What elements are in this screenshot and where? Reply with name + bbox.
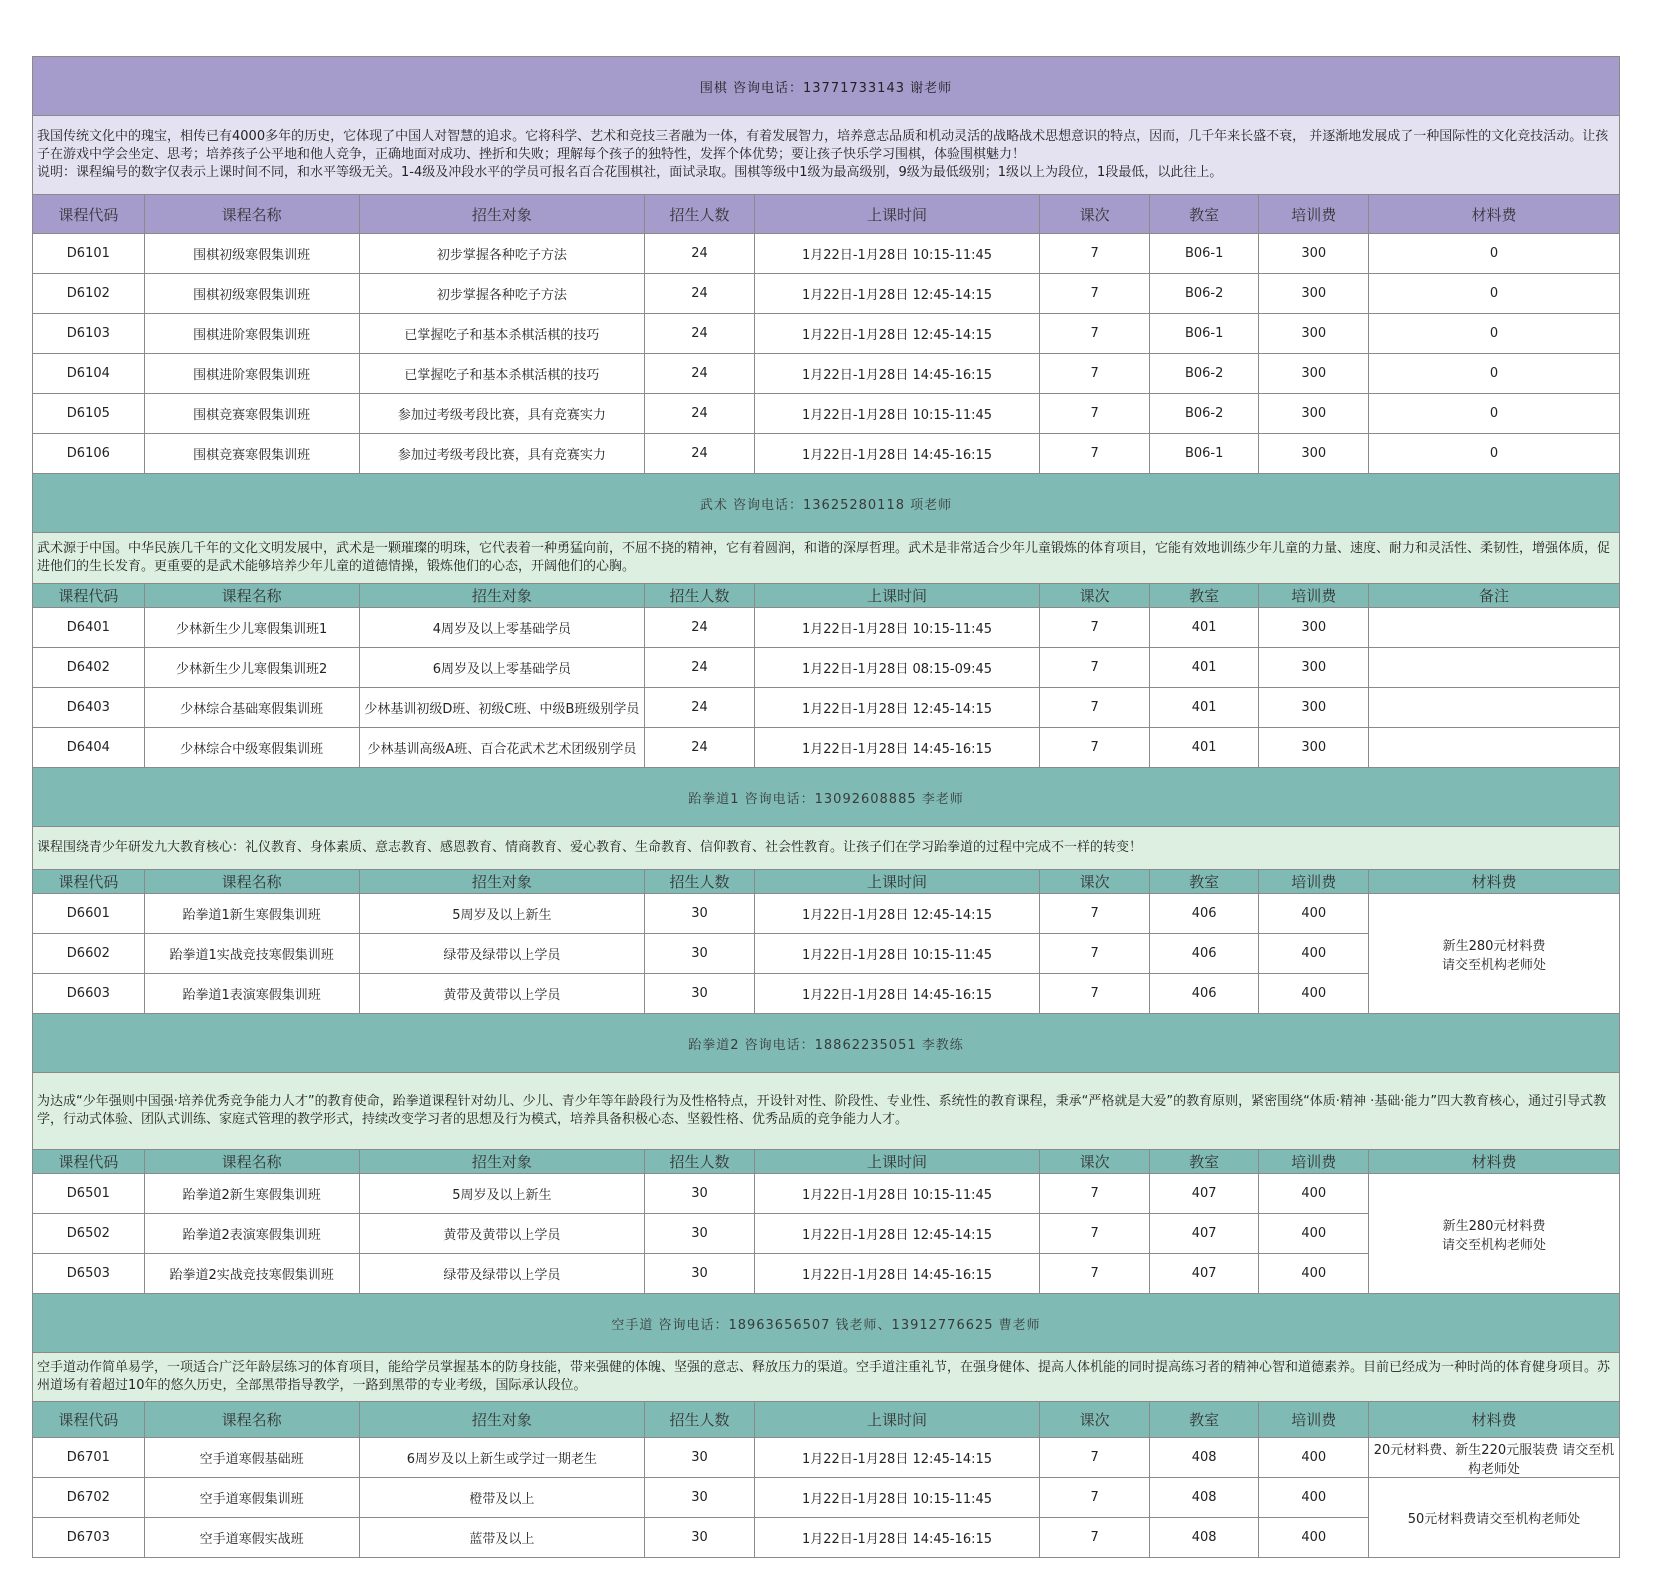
course-cell: 406: [1149, 934, 1259, 974]
course-cell: 1月22日-1月28日 10:15-11:45: [754, 394, 1040, 434]
section-title: 跆拳道1 咨询电话：13092608885 李老师: [33, 768, 1620, 827]
course-cell: 30: [645, 894, 755, 934]
column-header: 课程名称: [144, 1402, 359, 1438]
section-description: [33, 533, 1620, 584]
course-row: [33, 728, 1620, 768]
course-cell: 围棋竞赛寒假集训班: [144, 394, 359, 434]
course-cell: 0: [1369, 434, 1620, 474]
header-row: [33, 1150, 1620, 1174]
course-row: [33, 894, 1620, 934]
course-cell: 围棋进阶寒假集训班: [144, 314, 359, 354]
column-header: 招生对象: [359, 195, 645, 234]
course-cell: 围棋初级寒假集训班: [144, 234, 359, 274]
course-row: [33, 1174, 1620, 1214]
column-header: 教室: [1149, 1402, 1259, 1438]
section-desc-row: [33, 1073, 1620, 1150]
column-header: 课次: [1040, 584, 1150, 608]
course-cell: 1月22日-1月28日 12:45-14:15: [754, 1438, 1040, 1478]
course-cell: 初步掌握各种吃子方法: [359, 234, 645, 274]
course-cell: 1月22日-1月28日 14:45-16:15: [754, 728, 1040, 768]
course-cell: 400: [1259, 1174, 1369, 1214]
course-cell: 24: [645, 394, 755, 434]
course-cell: D6701: [33, 1438, 145, 1478]
course-cell: 少林综合中级寒假集训班: [144, 728, 359, 768]
column-header: 课程代码: [33, 870, 145, 894]
column-header: 课次: [1040, 870, 1150, 894]
course-cell: 401: [1149, 608, 1259, 648]
course-cell: 401: [1149, 728, 1259, 768]
course-cell: 24: [645, 274, 755, 314]
course-cell: 绿带及绿带以上学员: [359, 1254, 645, 1294]
section-desc-row: [33, 116, 1620, 195]
course-cell: 300: [1259, 314, 1369, 354]
column-header: 教室: [1149, 195, 1259, 234]
course-cell: 跆拳道1表演寒假集训班: [144, 974, 359, 1014]
course-cell: D6104: [33, 354, 145, 394]
course-cell: 1月22日-1月28日 10:15-11:45: [754, 1478, 1040, 1518]
course-cell: 跆拳道1实战竞技寒假集训班: [144, 934, 359, 974]
material-fee-note: 50元材料费请交至机构老师处: [1369, 1478, 1620, 1558]
course-cell: 围棋初级寒假集训班: [144, 274, 359, 314]
course-cell: 1月22日-1月28日 12:45-14:15: [754, 688, 1040, 728]
header-row: [33, 584, 1620, 608]
section-title: 空手道 咨询电话：18963656507 钱老师、13912776625 曹老师: [33, 1294, 1620, 1353]
course-cell: 5周岁及以上新生: [359, 894, 645, 934]
course-cell: 300: [1259, 354, 1369, 394]
course-cell: 少林新生少儿寒假集训班2: [144, 648, 359, 688]
course-cell: 7: [1040, 974, 1150, 1014]
course-cell: B06-1: [1149, 234, 1259, 274]
course-cell: 1月22日-1月28日 14:45-16:15: [754, 1254, 1040, 1294]
course-cell: 7: [1040, 274, 1150, 314]
course-cell: 24: [645, 234, 755, 274]
course-cell: 少林新生少儿寒假集训班1: [144, 608, 359, 648]
course-cell: 7: [1040, 434, 1150, 474]
course-row: [33, 688, 1620, 728]
course-cell: D6501: [33, 1174, 145, 1214]
course-cell: 24: [645, 688, 755, 728]
column-header: 培训费: [1259, 1150, 1369, 1174]
course-cell: 跆拳道1新生寒假集训班: [144, 894, 359, 934]
description-text: 为达成“少年强则中国强·培养优秀竞争能力人才”的教育使命，跆拳道课程针对幼儿、少儿、青少年等年龄段行为及性格特点，开设针对性、阶段性、专业性、系统性的教育课程，秉承“严格就是大爱”的教育原则，紧密围绕“体质·精神 ·基础·能力”四大教育核心，通过引导式教学，行动式体验、团队式训练、家庭式管理的教学形式，持续改变学习者的思想及行为模式，培养具备积极心态、坚毅性格、优秀品质的竞争能力人才。: [37, 1094, 1607, 1127]
course-cell: 24: [645, 354, 755, 394]
course-cell: D6403: [33, 688, 145, 728]
column-header: 课次: [1040, 195, 1150, 234]
course-cell: 30: [645, 974, 755, 1014]
course-cell: 7: [1040, 1174, 1150, 1214]
course-cell: 30: [645, 1438, 755, 1478]
column-header: 课程名称: [144, 584, 359, 608]
course-cell: 7: [1040, 688, 1150, 728]
column-header: 招生对象: [359, 1150, 645, 1174]
section-title-row: [33, 474, 1620, 533]
course-cell: B06-2: [1149, 394, 1259, 434]
section-title: 围棋 咨询电话：13771733143 谢老师: [33, 57, 1620, 116]
column-header: 培训费: [1259, 195, 1369, 234]
course-cell: D6502: [33, 1214, 145, 1254]
course-cell: 400: [1259, 934, 1369, 974]
course-cell: 1月22日-1月28日 08:15-09:45: [754, 648, 1040, 688]
course-cell: 1月22日-1月28日 14:45-16:15: [754, 974, 1040, 1014]
course-cell: 407: [1149, 1214, 1259, 1254]
column-header: 培训费: [1259, 1402, 1369, 1438]
column-header: 培训费: [1259, 584, 1369, 608]
column-header: 招生对象: [359, 870, 645, 894]
description-text: 我国传统文化中的瑰宝，相传已有4000多年的历史，它体现了中国人对智慧的追求。它将科学、艺术和竞技三者融为一体，有着发展智力，培养意志品质和机动灵活的战略战术思想意识的特点，因而，几千年来长盛不衰， 并逐渐地发展成了一种国际性的文化竞技活动。让孩子在游戏中学会坐定、思考；培养孩子公平地和他人竞争，正确地面对成功、挫折和失败；理解每个孩子的独特性，发挥个体优势；要让孩子快乐学习围棋，体验围棋魅力！: [37, 129, 1609, 162]
course-row: [33, 314, 1620, 354]
column-header: 教室: [1149, 870, 1259, 894]
course-cell: 30: [645, 1478, 755, 1518]
header-row: [33, 1402, 1620, 1438]
course-cell: 406: [1149, 894, 1259, 934]
course-cell: 400: [1259, 974, 1369, 1014]
course-cell: 24: [645, 314, 755, 354]
course-cell: D6402: [33, 648, 145, 688]
column-header: 招生人数: [645, 584, 755, 608]
course-cell: D6102: [33, 274, 145, 314]
course-cell: 30: [645, 1174, 755, 1214]
section-title: 跆拳道2 咨询电话：18862235051 李教练: [33, 1014, 1620, 1073]
column-header: 招生对象: [359, 1402, 645, 1438]
course-cell: 30: [645, 934, 755, 974]
column-header: 材料费: [1369, 870, 1620, 894]
course-cell: [1369, 688, 1620, 728]
course-cell: 1月22日-1月28日 10:15-11:45: [754, 1174, 1040, 1214]
course-cell: 30: [645, 1518, 755, 1558]
course-cell: 空手道寒假集训班: [144, 1478, 359, 1518]
course-row: [33, 394, 1620, 434]
course-cell: 空手道寒假实战班: [144, 1518, 359, 1558]
course-cell: 1月22日-1月28日 12:45-14:15: [754, 1214, 1040, 1254]
course-cell: 400: [1259, 1438, 1369, 1478]
column-header: 课程代码: [33, 1150, 145, 1174]
header-row: [33, 195, 1620, 234]
description-text: 武术源于中国。中华民族几千年的文化文明发展中，武术是一颗璀璨的明珠，它代表着一种勇猛向前，不屈不挠的精神，它有着圆润，和谐的深厚哲理。武术是非常适合少年儿童锻炼的体育项目，它能有效地训练少年儿童的力量、速度、耐力和灵活性、柔韧性，增强体质，促进他们的生长发育。更重要的是武术能够培养少年儿童的道德情操，锻炼他们的心态，开阔他们的心胸。: [37, 541, 1611, 574]
column-header: 课程名称: [144, 195, 359, 234]
course-cell: 1月22日-1月28日 14:45-16:15: [754, 1518, 1040, 1558]
section-desc-row: [33, 1353, 1620, 1402]
course-cell: 407: [1149, 1254, 1259, 1294]
course-cell: D6103: [33, 314, 145, 354]
course-cell: 蓝带及以上: [359, 1518, 645, 1558]
course-cell: [1369, 648, 1620, 688]
section-description: [33, 116, 1620, 195]
column-header: 上课时间: [754, 870, 1040, 894]
course-cell: 400: [1259, 1254, 1369, 1294]
column-header: 上课时间: [754, 584, 1040, 608]
note-text: 说明：课程编号的数字仅表示上课时间不同，和水平等级无关。1-4级及冲段水平的学员可报名百合花围棋社，面试录取。围棋等级中1级为最高级别，9级为最低级别；1级以上为段位，1段最低，以此往上。: [37, 165, 1223, 180]
course-cell: 300: [1259, 688, 1369, 728]
course-cell: 7: [1040, 354, 1150, 394]
course-cell: 407: [1149, 1174, 1259, 1214]
course-cell: D6101: [33, 234, 145, 274]
course-cell: 406: [1149, 974, 1259, 1014]
course-cell: B06-2: [1149, 274, 1259, 314]
course-cell: 400: [1259, 1214, 1369, 1254]
column-header: 上课时间: [754, 1402, 1040, 1438]
column-header: 课次: [1040, 1150, 1150, 1174]
column-header: 课程代码: [33, 195, 145, 234]
course-cell: 300: [1259, 608, 1369, 648]
course-cell: 7: [1040, 934, 1150, 974]
column-header: 招生人数: [645, 870, 755, 894]
course-cell: 5周岁及以上新生: [359, 1174, 645, 1214]
column-header: 课程名称: [144, 1150, 359, 1174]
course-cell: 0: [1369, 394, 1620, 434]
course-cell: 0: [1369, 354, 1620, 394]
course-cell: 7: [1040, 1478, 1150, 1518]
column-header: 课程代码: [33, 1402, 145, 1438]
course-table: [32, 56, 1620, 1558]
column-header: 上课时间: [754, 195, 1040, 234]
course-cell: D6702: [33, 1478, 145, 1518]
course-cell: 参加过考级考段比赛，具有竞赛实力: [359, 394, 645, 434]
column-header: 课程代码: [33, 584, 145, 608]
course-cell: 1月22日-1月28日 10:15-11:45: [754, 934, 1040, 974]
course-cell: 少林基训高级A班、百合花武术艺术团级别学员: [359, 728, 645, 768]
course-cell: 300: [1259, 274, 1369, 314]
course-cell: 408: [1149, 1478, 1259, 1518]
course-cell: 7: [1040, 608, 1150, 648]
course-cell: 7: [1040, 394, 1150, 434]
course-cell: 24: [645, 434, 755, 474]
course-cell: 408: [1149, 1438, 1259, 1478]
column-header: 培训费: [1259, 870, 1369, 894]
course-cell: 7: [1040, 648, 1150, 688]
column-header: 教室: [1149, 584, 1259, 608]
column-header: 教室: [1149, 1150, 1259, 1174]
course-sheet: [32, 56, 1620, 1558]
course-cell: D6602: [33, 934, 145, 974]
material-fee-note: 20元材料费、新生220元服装费 请交至机构老师处: [1369, 1438, 1620, 1478]
section-title-row: [33, 1014, 1620, 1073]
course-cell: 黄带及黄带以上学员: [359, 974, 645, 1014]
course-cell: 7: [1040, 1518, 1150, 1558]
column-header: 招生人数: [645, 1150, 755, 1174]
course-cell: B06-2: [1149, 354, 1259, 394]
course-cell: D6401: [33, 608, 145, 648]
course-cell: 7: [1040, 1254, 1150, 1294]
column-header: 招生人数: [645, 195, 755, 234]
material-fee-note: 新生280元材料费 请交至机构老师处: [1369, 1174, 1620, 1294]
course-cell: 401: [1149, 648, 1259, 688]
course-cell: 24: [645, 608, 755, 648]
course-cell: D6404: [33, 728, 145, 768]
course-cell: 1月22日-1月28日 12:45-14:15: [754, 274, 1040, 314]
course-cell: D6105: [33, 394, 145, 434]
description-text: 课程围绕青少年研发九大教育核心：礼仪教育、身体素质、意志教育、感恩教育、情商教育、爱心教育、生命教育、信仰教育、社会性教育。让孩子们在学习跆拳道的过程中完成不一样的转变！: [37, 840, 1143, 855]
course-cell: 黄带及黄带以上学员: [359, 1214, 645, 1254]
column-header: 备注: [1369, 584, 1620, 608]
course-cell: 24: [645, 648, 755, 688]
section-desc-row: [33, 533, 1620, 584]
course-cell: 跆拳道2表演寒假集训班: [144, 1214, 359, 1254]
course-cell: 1月22日-1月28日 10:15-11:45: [754, 608, 1040, 648]
course-cell: 1月22日-1月28日 10:15-11:45: [754, 234, 1040, 274]
course-row: [33, 1478, 1620, 1518]
course-cell: 408: [1149, 1518, 1259, 1558]
column-header: 招生人数: [645, 1402, 755, 1438]
course-cell: 7: [1040, 1214, 1150, 1254]
course-cell: 7: [1040, 894, 1150, 934]
course-row: [33, 234, 1620, 274]
header-row: [33, 870, 1620, 894]
course-cell: [1369, 728, 1620, 768]
description-text: 空手道动作简单易学，一项适合广泛年龄层练习的体育项目，能给学员掌握基本的防身技能，带来强健的体魄、坚强的意志、释放压力的渠道。空手道注重礼节，在强身健体、提高人体机能的同时提高练习者的精神心智和道德素养。目前已经成为一种时尚的体育健身项目。苏州道场有着超过10年的悠久历史，全部黑带指导教学，一路到黑带的专业考级，国际承认段位。: [37, 1360, 1611, 1393]
course-cell: D6106: [33, 434, 145, 474]
course-cell: B06-1: [1149, 314, 1259, 354]
course-cell: [1369, 608, 1620, 648]
course-cell: D6503: [33, 1254, 145, 1294]
section-title: 武术 咨询电话：13625280118 项老师: [33, 474, 1620, 533]
course-cell: 6周岁及以上零基础学员: [359, 648, 645, 688]
course-cell: 7: [1040, 234, 1150, 274]
course-cell: 围棋竞赛寒假集训班: [144, 434, 359, 474]
course-cell: 1月22日-1月28日 14:45-16:15: [754, 354, 1040, 394]
course-cell: 4周岁及以上零基础学员: [359, 608, 645, 648]
course-cell: 300: [1259, 728, 1369, 768]
section-description: [33, 1353, 1620, 1402]
column-header: 招生对象: [359, 584, 645, 608]
course-cell: 跆拳道2实战竞技寒假集训班: [144, 1254, 359, 1294]
course-cell: D6603: [33, 974, 145, 1014]
course-cell: 7: [1040, 1438, 1150, 1478]
section-desc-row: [33, 827, 1620, 870]
course-cell: 跆拳道2新生寒假集训班: [144, 1174, 359, 1214]
course-row: [33, 648, 1620, 688]
course-cell: 0: [1369, 314, 1620, 354]
course-cell: 400: [1259, 894, 1369, 934]
course-cell: 300: [1259, 434, 1369, 474]
course-cell: 少林基训初级D班、初级C班、中级B班级别学员: [359, 688, 645, 728]
section-title-row: [33, 768, 1620, 827]
course-cell: 401: [1149, 688, 1259, 728]
course-cell: D6703: [33, 1518, 145, 1558]
column-header: 课程名称: [144, 870, 359, 894]
course-cell: 6周岁及以上新生或学过一期老生: [359, 1438, 645, 1478]
section-title-row: [33, 57, 1620, 116]
column-header: 材料费: [1369, 195, 1620, 234]
material-fee-note: 新生280元材料费 请交至机构老师处: [1369, 894, 1620, 1014]
column-header: 材料费: [1369, 1402, 1620, 1438]
course-cell: 7: [1040, 314, 1150, 354]
course-cell: 1月22日-1月28日 12:45-14:15: [754, 314, 1040, 354]
course-cell: 空手道寒假基础班: [144, 1438, 359, 1478]
course-cell: 参加过考级考段比赛，具有竞赛实力: [359, 434, 645, 474]
course-cell: 已掌握吃子和基本杀棋活棋的技巧: [359, 314, 645, 354]
column-header: 上课时间: [754, 1150, 1040, 1174]
course-cell: D6601: [33, 894, 145, 934]
course-cell: 橙带及以上: [359, 1478, 645, 1518]
section-description: [33, 827, 1620, 870]
course-row: [33, 434, 1620, 474]
course-cell: 30: [645, 1254, 755, 1294]
course-cell: 0: [1369, 274, 1620, 314]
course-cell: 0: [1369, 234, 1620, 274]
section-description: [33, 1073, 1620, 1150]
column-header: 课次: [1040, 1402, 1150, 1438]
course-cell: 400: [1259, 1518, 1369, 1558]
course-row: [33, 274, 1620, 314]
course-cell: 300: [1259, 234, 1369, 274]
course-cell: 1月22日-1月28日 14:45-16:15: [754, 434, 1040, 474]
course-cell: 初步掌握各种吃子方法: [359, 274, 645, 314]
course-cell: 400: [1259, 1478, 1369, 1518]
course-cell: 已掌握吃子和基本杀棋活棋的技巧: [359, 354, 645, 394]
course-cell: 300: [1259, 648, 1369, 688]
column-header: 材料费: [1369, 1150, 1620, 1174]
course-row: [33, 1438, 1620, 1478]
course-cell: 30: [645, 1214, 755, 1254]
course-cell: 7: [1040, 728, 1150, 768]
course-cell: 24: [645, 728, 755, 768]
course-row: [33, 608, 1620, 648]
course-cell: 围棋进阶寒假集训班: [144, 354, 359, 394]
course-cell: B06-1: [1149, 434, 1259, 474]
section-title-row: [33, 1294, 1620, 1353]
course-row: [33, 354, 1620, 394]
course-cell: 300: [1259, 394, 1369, 434]
course-cell: 少林综合基础寒假集训班: [144, 688, 359, 728]
course-cell: 1月22日-1月28日 12:45-14:15: [754, 894, 1040, 934]
course-cell: 绿带及绿带以上学员: [359, 934, 645, 974]
